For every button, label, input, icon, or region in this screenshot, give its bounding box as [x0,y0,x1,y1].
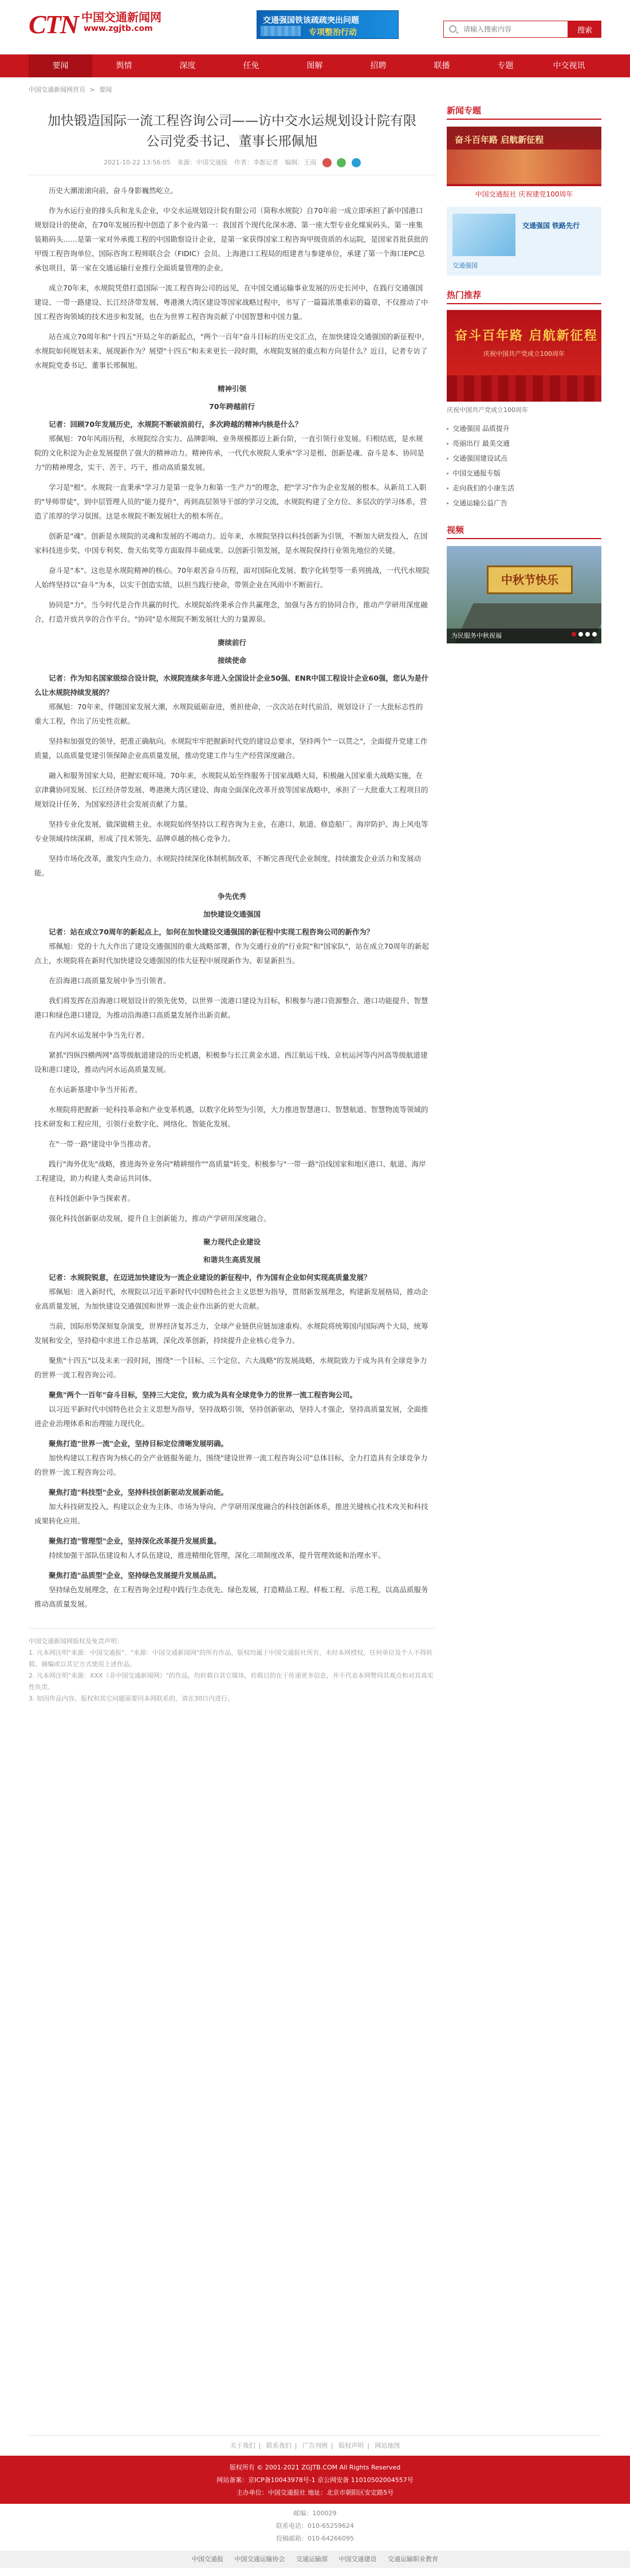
header-ad-banner[interactable] [257,10,399,39]
carousel-dot[interactable] [585,632,590,637]
sidebar-video-title: 视频 [447,522,601,539]
footer-postcode: 邮编：100029 [293,2510,337,2517]
nav-item-video[interactable]: 中交视讯 [553,61,585,70]
footer-link[interactable]: 网站地图 [375,2442,400,2449]
breadcrumb [29,83,601,97]
logo-ctn: CTN [29,10,78,39]
article-paragraph: 邢佩旭：党的十九大作出了建设交通强国的重大战略部署，作为交通行业的"行业院"和"国家队"，站在成立70周年的新起点上，水规院将在新时代加快建设交通强国的伟大征程中展现新作为、彰显新担当。 [34,942,429,965]
article-paragraph: 我们将发挥在沿海港口规划设计的领先优势，以世界一流港口建设为目标，积极参与港口资源整合、港口功能提升、智慧港口和绿色港口建设，为推动沿海港口高质量发展作出新贡献。 [34,996,428,1019]
section-heading: 精神引领 [217,384,246,393]
article-paragraph: 邢佩旭：70年风雨历程，水规院综合实力、品牌影响、业务规模都迈上新台阶，一直引领行业发展。归根结底，是水规院的文化积淀为企业发展提供了强大的精神动力。精神传承，一代代水规院人秉承"学习是根、创新是魂、奋斗是本、协同是力"的精神理念，实干、苦干、巧干，推动高质量发展。 [34,434,424,472]
hot-list-item[interactable]: 中国交通报专版 [447,466,601,481]
qq-share-icon[interactable] [352,158,361,167]
wechat-share-icon[interactable] [337,158,346,167]
sidebar-news-title: 新闻专题 [447,103,601,120]
article-paragraph: 在内河水运发展中争当先行者。 [49,1031,149,1039]
search-input[interactable] [444,21,558,37]
search-icon [449,25,456,33]
main-nav [0,54,630,77]
ad-banner-art [261,26,301,36]
article-author: 作者：李都记者 [234,159,278,166]
section-heading: 争先优秀 [217,892,246,901]
article-paragraph: 聚焦打造"科技型"企业，坚持科技创新驱动发展新动能。 [49,1488,229,1497]
article-paragraph: 聚焦打造"世界一流"企业，坚持目标定位清晰发展明确。 [49,1439,229,1448]
article-paragraph: 聚焦"十四五"以及未来一段时间，围绕"一个目标、三个定位、六大战略"的发展战略，水规院致力于成为具有全球竞争力的世界一流工程咨询公司。 [34,1356,427,1379]
article-paragraph: 站在成立70周年和"十四五"开局之年的新起点，"两个一百年"奋斗目标的历史交汇点，在加快建设交通强国的新征程中，水规院如何规划未来、展现新作为？展望"十四五"和未来更长一段时期，水规院发展的重点和方向是什么？近日，记者专访了水规院党委书记、董事长邢佩旭。 [34,332,429,370]
site-logo[interactable] [29,7,162,40]
partner-link[interactable]: 中国交通建设 [338,2555,377,2563]
article-paragraph: 在沿海港口高质量发展中争当引领者。 [49,976,171,985]
article-source: 来源：中国交通报 [177,159,228,166]
carousel-dot[interactable] [592,632,597,637]
partner-link[interactable]: 中国交通报 [192,2555,223,2563]
notice-line: 中国交通新闻网版权及免责声明： [29,1638,123,1645]
article-paragraph: 聚焦打造"品质型"企业，坚持绿色发展提升发展品质。 [49,1571,221,1580]
footer-icp: 网站备案：京ICP备10043978号-1 京公网安备 11010502004557号 [216,2476,414,2484]
hot-ad-subtitle: 庆祝中国共产党成立100周年 [483,350,565,358]
video-carousel[interactable] [447,546,601,643]
article-paragraph: 坚持和加强党的领导，把准正确航向。水规院牢牢把握新时代党的建设总要求，坚持两个"一以贯之"，全面提升党建工作质量，以高质量党建引领保障企业高质量发展，推动党建工作与生产经营深度融合。 [34,737,428,760]
hot-list-item[interactable]: 走向我们的小康生活 [447,481,601,496]
partner-link[interactable]: 交通运输部 [296,2555,328,2563]
article-paragraph: 成立70年来，水规院凭借打造国际一流工程咨询公司的远见，在中国交通运输事业发展的历史长河中，在践行交通强国建设、一带一路建设、长江经济带发展、粤港澳大湾区建设等国家战略过程中，书写了一篇篇浓墨重彩的篇章，不仅推动了中国工程咨询领域的技术进步和发展，也在为世界工程咨询贡献了中国智慧和中国力量。 [34,284,428,321]
footer-contact [0,2504,630,2545]
article-paragraph: 记者：回顾70年发展历史，水规院不断破浪前行，多次跨越的精神内核是什么？ [49,420,302,429]
footer-phone: 联系电话：010-65259624 [276,2522,354,2530]
article-paragraph: 邢佩旭：进入新时代，水规院以习近平新时代中国特色社会主义思想为指导，贯彻新发展理念，构建新发展格局，推动企业高质量发展，为加快建设交通强国和世界一流企业作出新的更大贡献。 [34,1287,428,1310]
nav-item-broadcast[interactable]: 联播 [434,61,450,70]
footer-address: 主办单位：中国交通报社 地址：北京市朝阳区安定路5号 [236,2489,394,2496]
article-paragraph: 坚持绿色发展理念，在工程咨询全过程中践行生态优先、绿色发展，打造精品工程、样板工程、示范工程，以高品质服务推动高质量发展。 [34,1585,428,1608]
nav-item-graphics[interactable]: 图解 [306,61,323,70]
hot-list-item[interactable]: 交通运输公益广告 [447,496,601,511]
section-subheading: 和谐共生高质发展 [203,1255,261,1264]
article-paragraph: 历史大潮滚滚向前，奋斗身影巍然屹立。 [49,186,178,195]
article-meta [29,158,435,169]
footer [0,2435,630,2568]
footer-email: 投稿邮箱：010-64266095 [276,2535,354,2542]
section-subheading: 70年跨越前行 [209,402,255,411]
nav-item-appointments[interactable]: 任免 [243,61,259,70]
article-paragraph: 融入和服务国家大局，把握宏观环境。70年来，水规院从始至终服务于国家战略大局，积极融入国家重大战略实施，在京津冀协同发展、长江经济带发展、粤港澳大湾区建设、海南全面深化改革开放等国家战略中，承担了一大批重大工程项目的规划设计任务，为国家经济社会发展贡献了力量。 [34,771,428,808]
article-paragraph: 邢佩旭：70年来，伴随国家发展大潮，水规院砥砺奋进，勇担使命，一次次站在时代前沿，规划设计了一大批标志性的重大工程，作出了历史性贡献。 [34,702,423,725]
article-title: 加快锻造国际一流工程咨询公司——访中交水运规划设计院有限公司党委书记、董事长邢佩旭 [48,113,416,149]
carousel-dot[interactable] [572,632,576,637]
video-caption: 为民服务中秋祝福 [447,629,601,643]
footer-link[interactable]: 关于我们 [230,2442,255,2449]
article-paragraph: 创新是"魂"。创新是水规院的灵魂和发展的不竭动力。近年来，水规院坚持以科技创新为引领，不断加大研发投入，在国家科技进步奖、中国专利奖、詹天佑奖等方面取得丰硕成果。以创新引领发展，是水规院保持行业领先地位的关键。 [34,532,428,555]
article-paragraph: 以习近平新时代中国特色社会主义思想为指导，坚持战略引领，坚持创新驱动，坚持人才强企，坚持高质量发展，全面推进企业治理体系和治理能力现代化。 [34,1405,428,1428]
weibo-share-icon[interactable] [322,158,332,167]
ad2-logo: 交通强国 [452,262,478,269]
nav-item-topics[interactable]: 专题 [497,61,514,70]
copyright-notice [29,1628,435,1705]
article-editor: 编辑：王雨 [285,159,317,166]
article-paragraph: 聚焦"两个一百年"奋斗目标，坚持三大定位，致力成为具有全球竞争力的世界一流工程咨询公司。 [49,1391,357,1399]
search-button[interactable]: 搜索 [568,21,601,38]
hot-list-item[interactable]: 交通强国建设试点 [447,451,601,466]
logo-site-name: 中国交通新闻网 [81,10,162,24]
article-paragraph: 坚持市场化改革，激发内生动力。水规院持续深化体制机制改革，不断完善现代企业制度，持续激发企业活力和发展动能。 [34,854,422,877]
article-paragraph: 记者：作为知名国家级综合设计院，水规院连续多年进入全国设计企业50强、ENR中国工程设计企业60强，您认为是什么让水规院持续发展的？ [34,674,429,697]
article-paragraph: 作为水运行业的排头兵和龙头企业，中交水运规划设计院有限公司（简称水规院）自70年前一成立即承担了新中国港口规划设计的使命，在70年发展历程中创造了多个业内第一：我国首个现代化深水港、第一座大型专业化煤炭码头、第一座集装箱码头……是第一家对外承揽工程的中国勘察设计企业，是第一家获得国家工程咨询甲级资质的水运院，是国家首批获批的甲级工程咨询单位、国际咨询工程师联合会（FIDIC）会员、上海港口工程局的组建者与参建单位，承建了第一个海口EPC总承包项目，第一家在交通运输行业推行全面质量管理的企业。 [34,206,428,272]
article-paragraph: 持续加强干部队伍建设和人才队伍建设，推进精细化管理，深化三项制度改革，提升管理效能和治理水平。 [49,1551,385,1560]
article-body [29,175,435,1617]
article-paragraph: 水规院将把握新一轮科技革命和产业变革机遇，以数字化转型为引领，大力推进智慧港口、智慧航道、智慧物流等领域的技术研发和工程应用，引领行业数字化、网络化、智能化发展。 [34,1105,428,1128]
article-paragraph: 当前，国际形势深刻复杂演变，世界经济复苏乏力，全球产业链供应链加速重构。水规院将统筹国内国际两个大局，统筹发展和安全，坚持稳中求进工作总基调，深化改革创新，持续提升企业核心竞争力。 [34,1322,428,1345]
ad1-art [447,150,601,184]
hot-list-item[interactable]: 交通强国 品质提升 [447,421,601,436]
nav-item-news[interactable]: 要闻 [29,54,92,77]
notice-line: 3. 如因作品内容、版权和其它问题需要同本网联系的，请在30日内进行。 [29,1695,234,1702]
sidebar-hot-title: 热门推荐 [447,287,601,304]
video-sign: 中秋节快乐 [487,566,573,594]
article-main [29,103,435,1705]
section-subheading: 加快建设交通强国 [203,910,261,918]
footer-link[interactable]: 版权声明 [338,2442,364,2449]
article-paragraph: 在水运新基建中争当开拓者。 [49,1085,142,1094]
footer-link[interactable]: 广告刊例 [302,2442,328,2449]
section-heading: 聚力现代企业建设 [203,1238,261,1246]
article-paragraph: 记者：水规院锐意，在迈进加快建设为一流企业建设的新征程中，作为国有企业如何实现高质量发展？ [49,1273,371,1282]
ad-banner-line1: 交通强国铁该疏疏突出问题 [263,16,359,25]
section-heading: 赓续前行 [217,638,246,647]
sidebar-ad-party[interactable] [447,127,601,202]
partner-link[interactable]: 交通运输职业教育 [388,2555,438,2563]
article-paragraph: 记者：站在成立70周年的新起点上，如何在加快建设交通强国的新征程中实现工程咨询公司的新作为？ [49,928,374,936]
search-box [443,21,568,38]
breadcrumb-current[interactable]: 要闻 [99,86,112,93]
ad2-title: 交通强国 铁路先行 [522,222,580,230]
hot-list [447,421,601,511]
ad1-bottom: 中国交通报社 庆祝建党100周年 [447,186,601,202]
breadcrumb-home[interactable]: 中国交通新闻网首页 [29,86,85,93]
article-paragraph: 加快构建以工程咨询为核心的全产业链服务能力，围绕"建设世界一流工程咨询公司"总体目标，全力打造具有全球竞争力的世界一流工程咨询公司。 [34,1454,428,1477]
notice-line: 1. 凡本网注明"来源：中国交通报"、"来源：中国交通新闻网"的所有作品，版权均属于中国交通报社所有，未经本网授权，任何单位及个人不得转载、摘编或以其它方式使用上述作品。 [29,1649,433,1668]
nav-item-opinion[interactable]: 舆情 [116,61,132,70]
article-paragraph: 奋斗是"本"。这也是水规院精神的核心。70年艰苦奋斗历程，面对国际化发展、数字化转型等一系列挑战，一代代水规院人始终坚持以"奋斗"为本，以实干创造实绩，以担当践行使命，带领企业在风雨中不断前行。 [34,566,430,589]
sidebar [447,103,601,643]
breadcrumb-sep: > [89,86,95,93]
hot-list-item[interactable]: 亮丽出行 最美交通 [447,436,601,451]
article-paragraph: 在科技创新中争当探索者。 [49,1194,135,1203]
article-paragraph: 坚持专业化发展，做深做精主业。水规院始终坚持以工程咨询为主业，在港口、航道、修造船厂、海岸防护、海上风电等专业领域持续深耕，形成了技术领先、品牌卓越的核心竞争力。 [34,820,428,843]
hot-ad-banner[interactable] [447,310,601,402]
footer-link[interactable]: 联系我们 [266,2442,292,2449]
sidebar-ad-railway[interactable] [447,207,601,276]
nav-item-jobs[interactable]: 招聘 [370,61,387,70]
footer-copyright: 版权所有 © 2001-2021 ZGJTB.COM All Rights Reserved [229,2464,401,2471]
article-paragraph: 强化科技创新驱动发展，提升自主创新能力，推动产学研用深度融合。 [49,1214,271,1223]
ad-banner-line2: 专项整治行动 [309,28,357,37]
carousel-dot[interactable] [578,632,583,637]
article-paragraph: 紧抓"四纵四横两网"高等级航道建设的历史机遇，积极参与长江黄金水道、西江航运干线、京杭运河等内河高等级航道建设和港口建设，推动内河水运高质量发展。 [34,1051,428,1074]
logo-url: www.zgjtb.com [84,24,153,33]
hot-ad-art [447,375,601,402]
article-date: 2021-10-22 13:56:05 [104,159,171,166]
partner-link[interactable]: 中国交通运输协会 [234,2555,285,2563]
section-subheading: 接续使命 [217,656,246,665]
footer-partner-nav [0,2551,630,2568]
footer-links: 关于我们 | 联系我们 | 广告刊例 | 版权声明 | 网站地图 [29,2435,601,2456]
article-paragraph: 在"一带一路"建设中争当推动者。 [49,1140,156,1148]
ad2-art [452,214,515,256]
hot-ad-caption[interactable]: 庆祝中国共产党成立100周年 [447,406,528,414]
header [0,0,630,47]
article-paragraph: 聚焦打造"管理型"企业，坚持深化改革提升发展质量。 [49,1537,221,1545]
footer-info [0,2456,630,2504]
ad1-text: 奋斗百年路 启航新征程 [455,135,544,145]
carousel-dots [569,630,597,639]
article-paragraph: 学习是"根"。水规院一直秉承"学习力是第一竞争力和第一生产力"的理念，把"学习"作为企业发展的根本。从新员工入职的"导师带徒"，到中层管理人员的"能力提升"，再到高层领导干部的学习交流，水规院构建了全方位、多层次的学习体系，营造了浓厚的学习氛围。这是水规院不断发展壮大的根本所在。 [34,483,427,520]
notice-line: 2. 凡本网注明"来源：XXX（非中国交通新闻网）"的作品，均转载自其它媒体，转载目的在于传递更多信息，并不代表本网赞同其观点和对其真实性负责。 [29,1672,434,1691]
article-paragraph: 协同是"力"。当今时代是合作共赢的时代。水规院始终秉承合作共赢理念，加强与各方的协同合作，推动产学研用深度融合，打造开放共享的合作平台。"协同"是水规院不断发展壮大的力量源泉。 [34,600,428,623]
nav-item-depth[interactable]: 深度 [179,61,196,70]
hot-ad-title: 奋斗百年路 启航新征程 [455,329,598,343]
article-paragraph: 践行"海外优先"战略，推进海外业务向"精耕细作""高质量"转变。积极参与"一带一路"沿线国家和地区港口、航道、海岸工程建设，助力构建人类命运共同体。 [34,1160,426,1183]
article-paragraph: 加大科技研发投入，构建以企业为主体、市场为导向、产学研用深度融合的科技创新体系，推进关键核心技术攻关和科技成果转化应用。 [34,1502,428,1525]
